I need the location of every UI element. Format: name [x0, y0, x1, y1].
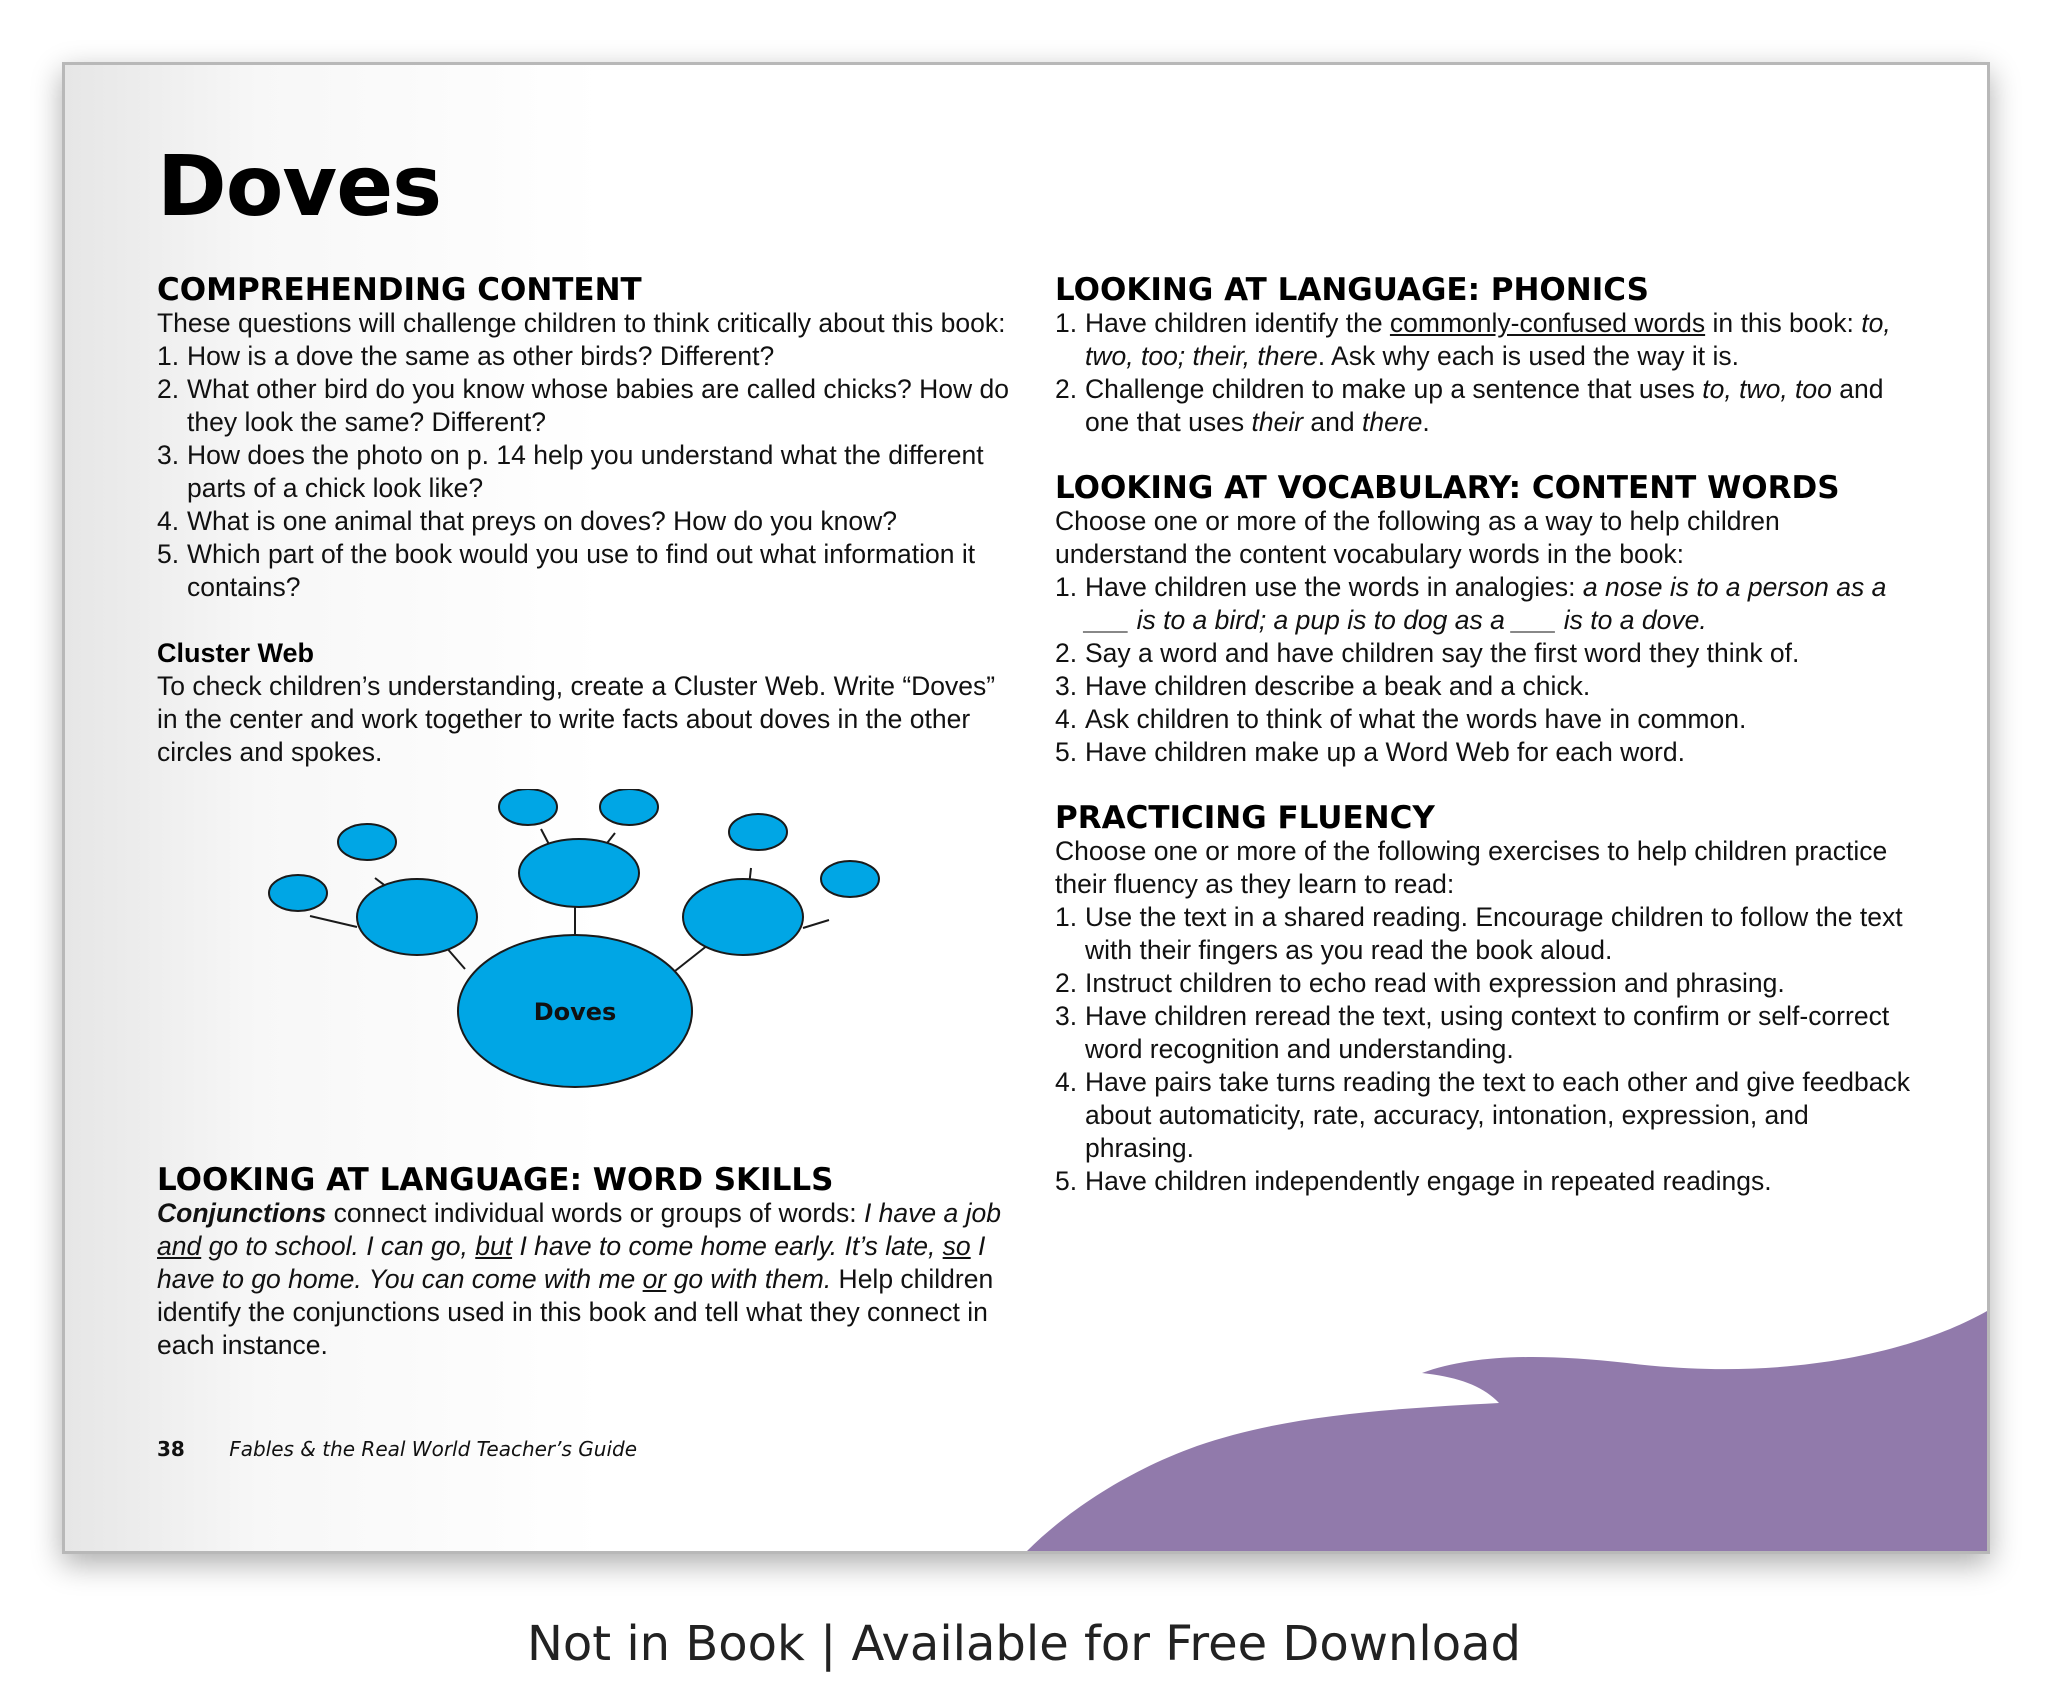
cluster-circle [338, 824, 396, 860]
cluster-web-diagram [145, 789, 975, 1139]
page-footer [157, 1437, 637, 1461]
list-item: 4. Have pairs take turns reading the text to each other and give feedback about automaticity, rate, accuracy, intonation, expression, and phrasing. [1055, 1067, 1910, 1163]
section-heading: PRACTICING FLUENCY [1055, 800, 1435, 836]
cluster-circle [729, 814, 787, 850]
cluster-circle [357, 879, 477, 955]
list-item: 5. Which part of the book would you use to find out what information it contains? [157, 539, 976, 602]
list-item: 3. How does the photo on p. 14 help you understand what the different parts of a chick look like? [157, 440, 984, 503]
section-intro: These questions will challenge children to think critically about this book: [157, 308, 1006, 338]
list-item: 4. What is one animal that preys on doves? How do you know? [157, 506, 898, 536]
list-item: 5. Have children independently engage in repeated readings. [1055, 1166, 1772, 1196]
list-item: 5. Have children make up a Word Web for each word. [1055, 737, 1685, 767]
phonics-list [1055, 307, 1915, 439]
list-item: 2. What other bird do you know whose babies are called chicks? How do they look the same? Different? [157, 374, 1009, 437]
list-item: 2. Challenge children to make up a sentence that uses to, two, too and one that uses their and there. [1055, 374, 1884, 437]
book-page [62, 62, 1990, 1554]
list-item: 2. Say a word and have children say the first word they think of. [1055, 638, 1800, 668]
list-item: 4. Ask children to think of what the words have in common. [1055, 704, 1747, 734]
cluster-web-instructions: To check children’s understanding, create a Cluster Web. Write “Doves” in the center and work together to write facts about doves in the other circles and spokes. [157, 671, 996, 767]
vocabulary-list [1055, 571, 1915, 769]
page-title: Doves [157, 137, 442, 235]
section-heading: COMPREHENDING CONTENT [157, 272, 642, 308]
cluster-circles [269, 789, 879, 1087]
section-heading: LOOKING AT LANGUAGE: PHONICS [1055, 272, 1649, 308]
left-column [157, 273, 1017, 1362]
list-item: 3. Have children describe a beak and a chick. [1055, 671, 1591, 701]
guide-title: Fables & the Real World Teacher’s Guide [229, 1437, 638, 1461]
fluency-section [1055, 801, 1915, 1198]
list-item: 1. Have children identify the commonly-confused words in this book: to, two, too; their, there. Ask why each is used the way it is. [1055, 308, 1891, 371]
section-intro: Choose one or more of the following exercises to help children practice their fluency as they learn to read: [1055, 836, 1888, 899]
list-item: 1. Use the text in a shared reading. Encourage children to follow the text with their fingers as you read the book aloud. [1055, 902, 1903, 965]
section-heading: LOOKING AT VOCABULARY: CONTENT WORDS [1055, 470, 1840, 506]
fluency-list [1055, 901, 1915, 1198]
comprehending-content-section [157, 273, 1017, 604]
cluster-web-section [157, 637, 1017, 1139]
spoke-line [803, 920, 829, 928]
word-skills-paragraph: Conjunctions connect individual words or groups of words: I have a job and go to school. I can go, but I have to come home early. It’s late, so I have to go home. You can come with me or go with them. Help children identify the conjunctions used in this book and tell what they connect in each instance. [157, 1198, 1001, 1360]
subsection-heading: Cluster Web [157, 638, 315, 668]
list-item: 2. Instruct children to echo read with expression and phrasing. [1055, 968, 1785, 998]
list-item: 1. Have children use the words in analogies: a nose is to a person as a ___ is to a bird; a pup is to dog as a ___ is to a dove. [1055, 572, 1887, 635]
word-skills-section [157, 1163, 1017, 1362]
question-list [157, 340, 1017, 604]
cluster-circle [683, 879, 803, 955]
section-intro: Choose one or more of the following as a way to help children understand the content vocabulary words in the book: [1055, 506, 1780, 569]
center-circle-label: Doves [533, 998, 617, 1026]
cluster-circle [519, 839, 639, 907]
vocabulary-section [1055, 471, 1915, 769]
section-heading: LOOKING AT LANGUAGE: WORD SKILLS [157, 1162, 834, 1198]
list-item: 1. How is a dove the same as other birds? Different? [157, 341, 775, 371]
decorative-wave [1027, 1311, 1987, 1551]
spoke-line [310, 916, 357, 927]
cluster-circle [821, 861, 879, 897]
cluster-circle [600, 789, 658, 825]
phonics-section [1055, 273, 1915, 439]
list-item: 3. Have children reread the text, using context to confirm or self-correct word recognition and understanding. [1055, 1001, 1890, 1064]
right-column [1055, 273, 1915, 1198]
page-number: 38 [157, 1437, 185, 1461]
cluster-circle [499, 789, 557, 825]
cluster-circle [269, 875, 327, 911]
download-caption: Not in Book | Available for Free Download [526, 1616, 1521, 1672]
